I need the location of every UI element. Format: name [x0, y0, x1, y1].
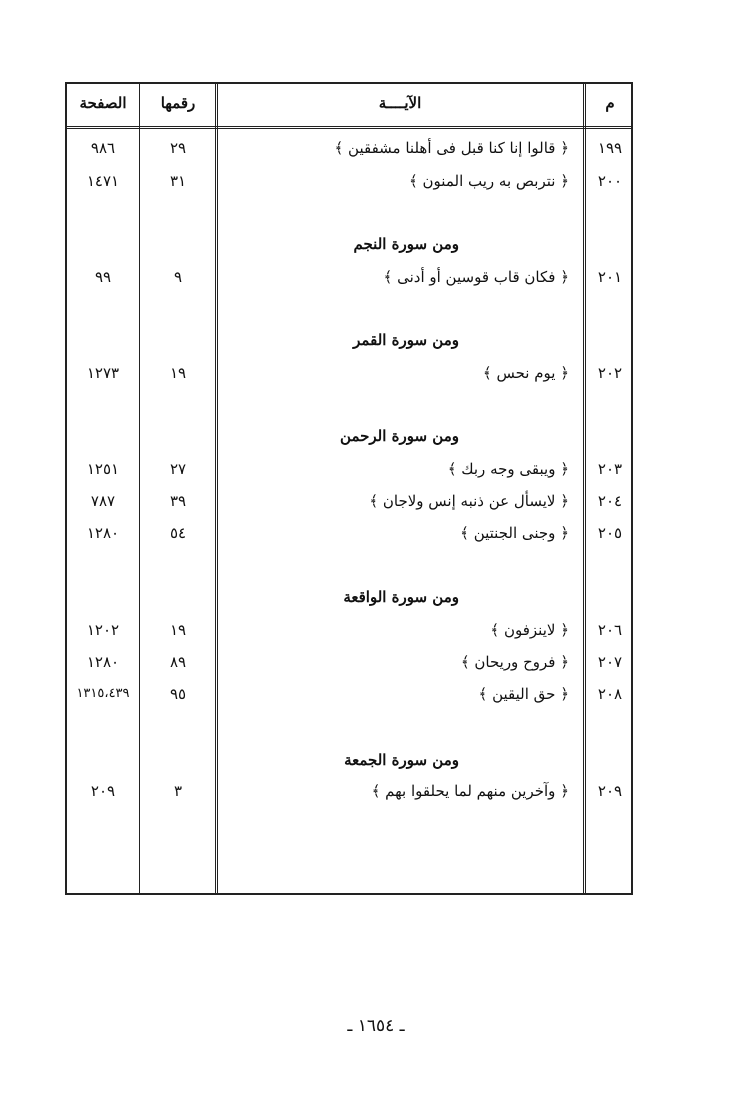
verse-text: ﴿ لايسأل عن ذنبه إنس ولاجان ﴾	[369, 492, 569, 510]
page-ref: ١٣١٥،٤٣٩	[76, 686, 130, 701]
page-ref: ١٢٠٢	[86, 621, 120, 639]
page-ref: ١٢٨٠	[86, 524, 120, 542]
header-page: الصفحة	[79, 94, 127, 112]
header-num: رقمها	[160, 94, 196, 112]
ayah-number: ٩	[173, 268, 183, 286]
column-divider	[139, 84, 140, 893]
ayah-number: ٢٧	[169, 460, 187, 478]
column-divider	[583, 84, 586, 893]
verse-text: ﴿ ويبقى وجه ربك ﴾	[447, 460, 569, 478]
ayah-number: ٣٩	[169, 492, 187, 510]
verse-number: ٢٠٠	[597, 172, 623, 190]
verse-number: ٢٠٦	[597, 621, 623, 639]
header-m: م	[605, 94, 615, 112]
ayah-number: ١٩	[169, 621, 187, 639]
page-ref: ١٤٧١	[86, 172, 120, 190]
ayah-number: ٣	[173, 782, 183, 800]
page-ref: ١٢٨٠	[86, 653, 120, 671]
verse-number: ٢٠٢	[597, 364, 623, 382]
page-ref: ٢٠٩	[90, 782, 116, 800]
ayah-number: ١٩	[169, 364, 187, 382]
verse-number: ٢٠٥	[597, 524, 623, 542]
verse-number: ٢٠١	[597, 268, 623, 286]
verse-text: ﴿ حق اليقين ﴾	[478, 685, 569, 703]
verse-text: ﴿ وآخرين منهم لما يحلقوا بهم ﴾	[371, 782, 569, 800]
verse-number: ٢٠٤	[597, 492, 623, 510]
surah-heading: ومن سورة القمر	[353, 331, 459, 349]
column-divider	[215, 84, 218, 893]
verse-text: ﴿ فكان قاب قوسين أو أدنى ﴾	[383, 268, 569, 286]
verse-number: ٢٠٨	[597, 685, 623, 703]
page-number: ـ ١٦٥٤ ـ	[347, 1016, 405, 1036]
page-ref: ١٢٥١	[86, 460, 120, 478]
verse-number: ١٩٩	[597, 139, 623, 157]
page-ref: ٧٨٧	[90, 492, 116, 510]
surah-heading: ومن سورة الواقعة	[343, 588, 459, 606]
verse-text: ﴿ نتربص به ريب المنون ﴾	[408, 172, 569, 190]
header-ayah: الآيــــة	[378, 94, 422, 112]
verse-number: ٢٠٧	[597, 653, 623, 671]
verse-text: ﴿ قالوا إنا كنا قبل فى أهلنا مشفقين ﴾	[334, 139, 569, 157]
verse-text: ﴿ فروح وريحان ﴾	[460, 653, 569, 671]
verse-number: ٢٠٩	[597, 782, 623, 800]
ayah-number: ٥٤	[169, 524, 187, 542]
verse-text: ﴿ يوم نحس ﴾	[482, 364, 569, 382]
surah-heading: ومن سورة الرحمن	[340, 427, 459, 445]
index-table	[65, 82, 633, 895]
verse-text: ﴿ لاينزفون ﴾	[490, 621, 569, 639]
header-divider	[67, 126, 631, 129]
ayah-number: ٩٥	[169, 685, 187, 703]
ayah-number: ٨٩	[169, 653, 187, 671]
ayah-number: ٢٩	[169, 139, 187, 157]
page-ref: ١٢٧٣	[86, 364, 120, 382]
ayah-number: ٣١	[169, 172, 187, 190]
page-ref: ٩٩	[94, 268, 112, 286]
surah-heading: ومن سورة النجم	[353, 235, 459, 253]
verse-number: ٢٠٣	[597, 460, 623, 478]
verse-text: ﴿ وجنى الجنتين ﴾	[460, 524, 569, 542]
surah-heading: ومن سورة الجمعة	[344, 751, 459, 769]
page-ref: ٩٨٦	[90, 139, 116, 157]
